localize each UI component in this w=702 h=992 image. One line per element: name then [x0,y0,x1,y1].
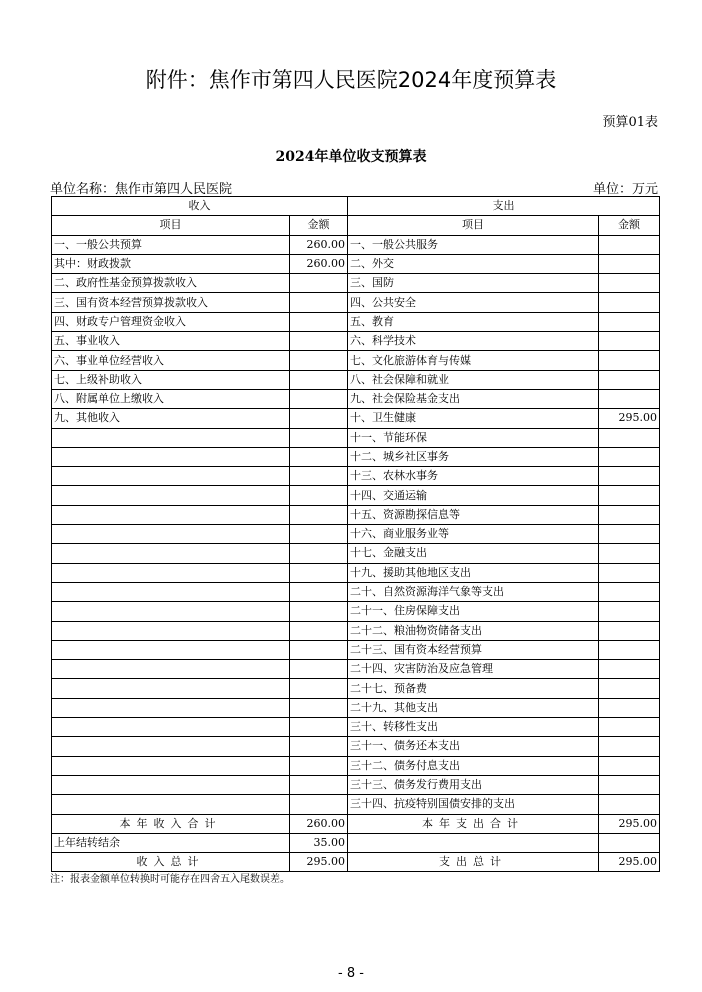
table-row [52,698,660,717]
expense-item-cell: 六、科学技术 [348,332,599,351]
income-item-header: 项目 [52,216,290,235]
income-amount-cell [290,370,348,389]
income-amount-cell [290,660,348,679]
expense-item-cell: 一、一般公共服务 [348,235,599,254]
income-amount-cell [290,312,348,331]
income-amount-cell [290,737,348,756]
income-amount-cell [290,467,348,486]
year-income-label: 本年收入合计 [52,814,290,833]
income-item-cell [52,563,290,582]
expense-item-cell: 三十四、抗疫特别国债安排的支出 [348,795,599,814]
expense-amount-cell [599,235,660,254]
expense-amount-cell [599,602,660,621]
income-item-cell: 六、事业单位经营收入 [52,351,290,370]
income-amount-cell [290,332,348,351]
expense-amount-cell [599,718,660,737]
expense-amount-cell [599,621,660,640]
budget-table [51,196,660,872]
carryover-amount: 35.00 [290,833,348,852]
income-item-cell [52,428,290,447]
table-row [52,795,660,814]
income-amount-cell [290,563,348,582]
carryover-label: 上年结转结余 [52,833,290,852]
expense-item-cell: 五、教育 [348,312,599,331]
table-row [52,525,660,544]
income-amount-cell [290,447,348,466]
total-income-label: 收入总计 [52,853,290,872]
expense-amount-cell [599,640,660,659]
income-amount-cell [290,389,348,408]
expense-amount-cell [599,737,660,756]
income-item-cell: 四、财政专户管理资金收入 [52,312,290,331]
expense-amount-cell [599,505,660,524]
expense-amount-cell [599,525,660,544]
income-item-cell [52,544,290,563]
income-amount-cell [290,409,348,428]
income-amount-cell [290,698,348,717]
table-row [52,409,660,428]
unit-name: 单位名称：焦作市第四人民医院 [50,182,233,197]
income-item-cell [52,775,290,794]
income-item-cell [52,582,290,601]
income-amount-cell [290,679,348,698]
page-title: 附件：焦作市第四人民医院2024年度预算表 [145,68,557,92]
income-item-cell [52,467,290,486]
expense-amount-cell [599,351,660,370]
expense-amount-cell [599,293,660,312]
expense-item-cell: 十二、城乡社区事务 [348,447,599,466]
income-amount-cell [290,640,348,659]
table-row [52,312,660,331]
income-item-cell: 一、一般公共预算 [52,235,290,254]
income-item-cell: 五、事业收入 [52,332,290,351]
expense-amount-cell [599,660,660,679]
table-row [52,293,660,312]
total-income-amount: 295.00 [290,853,348,872]
footnote: 注：报表金额单位转换时可能存在四舍五入尾数误差。 [50,874,290,885]
expense-item-cell: 二、外交 [348,254,599,273]
expense-item-cell: 七、文化旅游体育与传媒 [348,351,599,370]
income-item-cell: 其中：财政拨款 [52,254,290,273]
income-item-cell [52,756,290,775]
income-item-cell [52,447,290,466]
income-item-cell [52,505,290,524]
carryover-row [52,833,660,852]
expense-amount-cell [599,582,660,601]
expense-item-cell: 十一、节能环保 [348,428,599,447]
expense-amount-cell [599,370,660,389]
income-item-cell: 七、上级补助收入 [52,370,290,389]
table-row [52,447,660,466]
expense-item-cell: 三、国防 [348,274,599,293]
expense-amount-cell [599,775,660,794]
income-item-cell [52,486,290,505]
table-row [52,660,660,679]
income-amount-cell [290,525,348,544]
table-row [52,370,660,389]
income-item-cell [52,660,290,679]
income-amount-cell [290,351,348,370]
table-row [52,235,660,254]
expense-amount-cell [599,698,660,717]
income-item-cell: 二、政府性基金预算拨款收入 [52,274,290,293]
income-amount-cell [290,718,348,737]
expense-amount-cell [599,428,660,447]
expense-item-cell: 二十九、其他支出 [348,698,599,717]
expense-item-cell: 二十一、住房保障支出 [348,602,599,621]
income-amount-cell [290,756,348,775]
table-row [52,756,660,775]
expense-item-cell: 二十四、灾害防治及应急管理 [348,660,599,679]
expense-amount-header: 金额 [599,216,660,235]
expense-item-cell: 八、社会保障和就业 [348,370,599,389]
expense-amount-cell [599,679,660,698]
table-row [52,428,660,447]
expense-amount-cell: 295.00 [599,409,660,428]
expense-item-cell: 十六、商业服务业等 [348,525,599,544]
income-item-cell: 三、国有资本经营预算拨款收入 [52,293,290,312]
income-item-cell: 八、附属单位上缴收入 [52,389,290,408]
expense-item-cell: 四、公共安全 [348,293,599,312]
table-row [52,718,660,737]
total-expense-label: 支出总计 [348,853,599,872]
page-number: - 8 - [338,966,364,981]
expense-amount-cell [599,563,660,582]
table-row [52,621,660,640]
year-total-row [52,814,660,833]
grand-total-row [52,853,660,872]
expense-item-cell: 二十、自然资源海洋气象等支出 [348,582,599,601]
year-expense-amount: 295.00 [599,814,660,833]
expense-item-cell: 十四、交通运输 [348,486,599,505]
empty-cell [348,833,599,852]
table-row [52,737,660,756]
table-code: 预算01表 [602,115,658,130]
income-amount-cell [290,428,348,447]
income-amount-cell [290,505,348,524]
table-row [52,602,660,621]
total-expense-amount: 295.00 [599,853,660,872]
expense-item-cell: 十三、农林水事务 [348,467,599,486]
table-row [52,544,660,563]
expense-item-cell: 二十二、粮油物资储备支出 [348,621,599,640]
table-row [52,467,660,486]
expense-item-cell: 十九、援助其他地区支出 [348,563,599,582]
income-item-cell [52,737,290,756]
table-row [52,389,660,408]
header-row-group [52,197,660,216]
header-row-columns [52,216,660,235]
expense-amount-cell [599,486,660,505]
expense-amount-cell [599,332,660,351]
table-row [52,679,660,698]
expense-item-cell: 三十、转移性支出 [348,718,599,737]
expense-item-cell: 三十一、债务还本支出 [348,737,599,756]
income-item-cell [52,698,290,717]
expense-amount-cell [599,389,660,408]
table-row [52,775,660,794]
expense-item-cell: 九、社会保险基金支出 [348,389,599,408]
expense-item-cell: 二十七、预备费 [348,679,599,698]
income-amount-cell [290,486,348,505]
year-expense-label: 本年支出合计 [348,814,599,833]
expense-item-cell: 二十三、国有资本经营预算 [348,640,599,659]
table-row [52,640,660,659]
table-row [52,486,660,505]
income-item-cell [52,525,290,544]
expense-header: 支出 [348,197,660,216]
year-income-amount: 260.00 [290,814,348,833]
income-amount-cell: 260.00 [290,254,348,273]
income-item-cell: 九、其他收入 [52,409,290,428]
expense-amount-cell [599,756,660,775]
expense-amount-cell [599,795,660,814]
income-item-cell [52,679,290,698]
table-row [52,563,660,582]
income-amount-cell [290,274,348,293]
income-item-cell [52,718,290,737]
income-amount-cell [290,621,348,640]
expense-item-cell: 十、卫生健康 [348,409,599,428]
table-row [52,274,660,293]
expense-amount-cell [599,274,660,293]
income-item-cell [52,640,290,659]
expense-item-cell: 三十三、债务发行费用支出 [348,775,599,794]
income-amount-cell: 260.00 [290,235,348,254]
expense-amount-cell [599,254,660,273]
expense-amount-cell [599,467,660,486]
expense-item-cell: 十五、资源勘探信息等 [348,505,599,524]
income-amount-header: 金额 [290,216,348,235]
income-header: 收入 [52,197,348,216]
income-amount-cell [290,602,348,621]
income-amount-cell [290,795,348,814]
table-row [52,505,660,524]
table-row [52,254,660,273]
expense-amount-cell [599,544,660,563]
income-item-cell [52,621,290,640]
income-amount-cell [290,544,348,563]
income-amount-cell [290,293,348,312]
expense-amount-cell [599,447,660,466]
table-row [52,332,660,351]
income-item-cell [52,602,290,621]
income-amount-cell [290,582,348,601]
table-row [52,582,660,601]
empty-cell [599,833,660,852]
expense-amount-cell [599,312,660,331]
income-amount-cell [290,775,348,794]
expense-item-cell: 三十二、债务付息支出 [348,756,599,775]
unit-label: 单位：万元 [592,182,658,197]
table-row [52,351,660,370]
expense-item-header: 项目 [348,216,599,235]
expense-item-cell: 十七、金融支出 [348,544,599,563]
table-subtitle: 2024年单位收支预算表 [275,149,427,165]
income-item-cell [52,795,290,814]
